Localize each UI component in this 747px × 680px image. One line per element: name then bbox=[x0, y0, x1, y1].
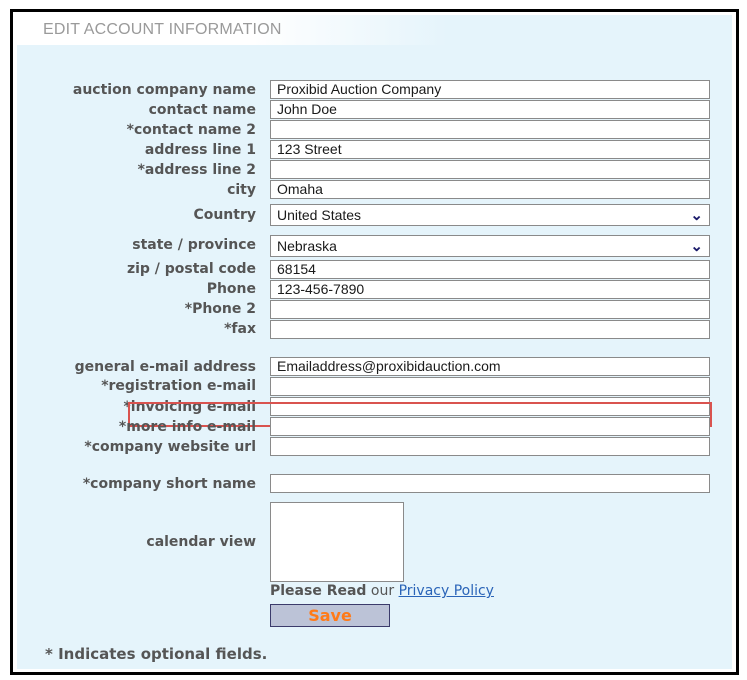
privacy-notice bbox=[270, 583, 494, 599]
address-line-1-label: address line 1 bbox=[144, 142, 256, 158]
country-label: Country bbox=[193, 207, 256, 223]
short-name-label: *company short name bbox=[82, 476, 256, 492]
our-text: our bbox=[370, 583, 395, 599]
fax-input[interactable] bbox=[270, 320, 710, 339]
registration-email-input[interactable] bbox=[270, 377, 710, 396]
phone-input[interactable]: 123-456-7890 bbox=[270, 280, 710, 299]
please-read-text: Please Read bbox=[270, 583, 367, 599]
save-button[interactable]: Save bbox=[270, 604, 390, 627]
general-email-input[interactable]: Emailaddress@proxibidauction.com bbox=[270, 357, 710, 376]
auction-company-name-label: auction company name bbox=[72, 82, 256, 98]
city-label: city bbox=[227, 182, 256, 198]
country-select-value: United States bbox=[277, 207, 362, 223]
screenshot-frame bbox=[10, 9, 739, 675]
invoicing-email-label: *invoicing e-mail bbox=[123, 399, 256, 415]
short-name-input[interactable] bbox=[270, 474, 710, 493]
calendar-view-box[interactable] bbox=[270, 502, 404, 582]
phone-2-label: *Phone 2 bbox=[184, 301, 256, 317]
edit-account-panel bbox=[17, 15, 732, 669]
phone-2-input[interactable] bbox=[270, 300, 710, 319]
fax-label: *fax bbox=[224, 321, 256, 337]
optional-fields-note: * Indicates optional fields. bbox=[45, 645, 268, 663]
contact-name-input[interactable]: John Doe bbox=[270, 100, 710, 119]
zip-label: zip / postal code bbox=[126, 261, 256, 277]
calendar-view-label: calendar view bbox=[146, 534, 256, 550]
chevron-down-icon: ⌄ bbox=[690, 238, 703, 255]
more-info-email-label: *more info e-mail bbox=[118, 419, 256, 435]
auction-company-name-input[interactable]: Proxibid Auction Company bbox=[270, 80, 710, 99]
chevron-down-icon: ⌄ bbox=[690, 207, 703, 224]
contact-name-2-input[interactable] bbox=[270, 120, 710, 139]
address-line-1-input[interactable]: 123 Street bbox=[270, 140, 710, 159]
panel-header bbox=[17, 15, 447, 45]
privacy-policy-link[interactable]: Privacy Policy bbox=[398, 583, 494, 599]
phone-label: Phone bbox=[206, 281, 256, 297]
country-select[interactable] bbox=[270, 204, 710, 226]
state-select[interactable] bbox=[270, 235, 710, 257]
website-url-input[interactable] bbox=[270, 437, 710, 456]
general-email-label: general e-mail address bbox=[74, 359, 256, 375]
address-line-2-input[interactable] bbox=[270, 160, 710, 179]
zip-input[interactable]: 68154 bbox=[270, 260, 710, 279]
more-info-email-input[interactable] bbox=[270, 417, 710, 436]
city-input[interactable]: Omaha bbox=[270, 180, 710, 199]
panel-title: EDIT ACCOUNT INFORMATION bbox=[43, 21, 282, 38]
contact-name-2-label: *contact name 2 bbox=[126, 122, 256, 138]
state-select-value: Nebraska bbox=[277, 238, 337, 254]
state-label: state / province bbox=[132, 237, 256, 253]
contact-name-label: contact name bbox=[148, 102, 256, 118]
address-line-2-label: *address line 2 bbox=[137, 162, 256, 178]
website-url-label: *company website url bbox=[84, 439, 256, 455]
registration-email-label: *registration e-mail bbox=[101, 378, 256, 394]
